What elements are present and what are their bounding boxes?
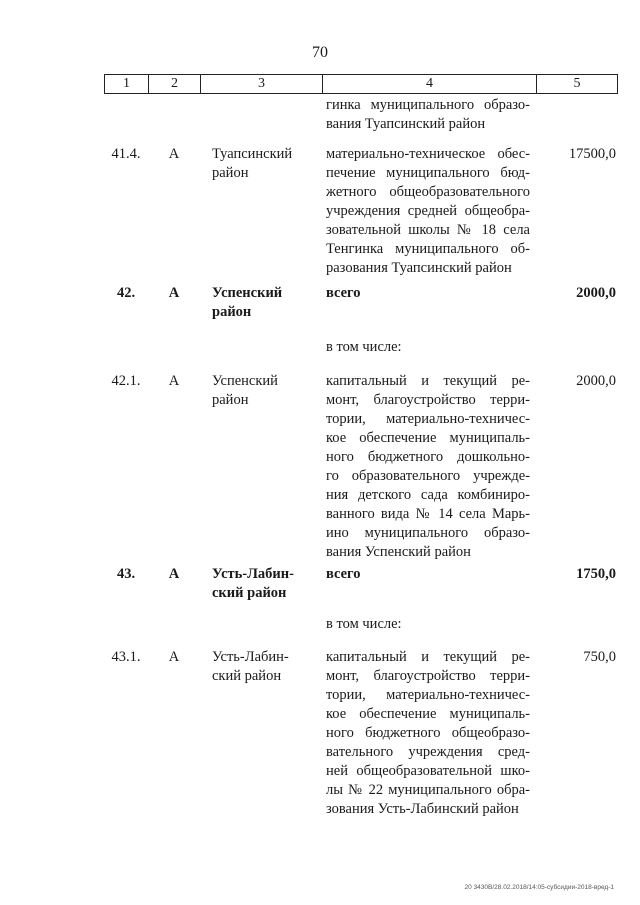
column-header-table xyxy=(104,74,618,94)
column-header-4: 4 xyxy=(323,75,537,94)
desc-line: монт, благоустройство терри- xyxy=(326,392,530,408)
row-section: А xyxy=(168,373,180,389)
desc-line: го образовательного учрежде- xyxy=(326,468,530,484)
row-district xyxy=(212,565,312,603)
district-line: Усть-Лабин- xyxy=(212,566,294,582)
row-section: А xyxy=(168,649,180,665)
district-line: Успенский xyxy=(212,285,283,301)
row-description: всего xyxy=(326,285,361,301)
row-district xyxy=(212,284,312,322)
row-number: 42. xyxy=(116,285,136,301)
column-header-3: 3 xyxy=(201,75,323,94)
desc-line: зования Усть-Лабинский район xyxy=(326,801,519,817)
row-description xyxy=(326,372,530,562)
desc-line: тории, материально-техничес- xyxy=(326,411,530,427)
document-footer-code: 20 3430В/28.02.2018/14:05-субсидии-2018-вред-1 xyxy=(464,884,614,891)
desc-line: капитальный и текущий ре- xyxy=(326,373,530,389)
row-district xyxy=(212,372,312,410)
desc-line: кое обеспечение муниципаль- xyxy=(326,706,530,722)
row-section: А xyxy=(168,146,180,162)
desc-line: печение муниципального бюд- xyxy=(326,165,530,181)
desc-line: тории, материально-техничес- xyxy=(326,687,530,703)
row-number: 43.1. xyxy=(111,649,141,665)
district-line: Успенский xyxy=(212,373,278,389)
desc-line: капитальный и текущий ре- xyxy=(326,649,530,665)
row-number: 43. xyxy=(116,566,136,582)
desc-line: ного бюджетного общеобразо- xyxy=(326,725,530,741)
desc-line: ней общеобразовательной шко- xyxy=(326,763,530,779)
desc-line: Тенгинка муниципального об- xyxy=(326,241,530,257)
row-amount: 2000,0 xyxy=(576,285,616,301)
row-number: 42.1. xyxy=(111,373,141,389)
row-amount: 17500,0 xyxy=(568,146,616,162)
column-header-5: 5 xyxy=(537,75,618,94)
desc-line: ного бюджетного дошкольно- xyxy=(326,449,530,465)
district-line: район xyxy=(212,165,249,181)
row-description: всего xyxy=(326,566,361,582)
desc-line: кое обеспечение муниципаль- xyxy=(326,430,530,446)
column-header-1: 1 xyxy=(105,75,149,94)
page-number: 70 xyxy=(312,44,328,61)
district-line: район xyxy=(212,304,252,320)
district-line: ский район xyxy=(212,585,287,601)
row-section: А xyxy=(168,566,180,582)
column-header-2: 2 xyxy=(149,75,201,94)
desc-line: учреждения средней общеобра- xyxy=(326,203,530,219)
row-section: А xyxy=(168,285,180,301)
desc-line: лы № 22 муниципального обра- xyxy=(326,782,530,798)
row-amount: 750,0 xyxy=(583,649,616,665)
row-district xyxy=(212,648,312,686)
desc-line: зовательной школы № 18 села xyxy=(326,222,530,238)
row-amount: 2000,0 xyxy=(576,373,616,389)
district-line: Усть-Лабин- xyxy=(212,649,289,665)
desc-line: вания Успенский район xyxy=(326,544,471,560)
desc-line: гинка муниципального образо- xyxy=(326,97,530,113)
district-line: район xyxy=(212,392,249,408)
desc-line: материально-техническое обес- xyxy=(326,146,530,162)
desc-line: разования Туапсинский район xyxy=(326,260,512,276)
desc-line: жетного общеобразовательного xyxy=(326,184,530,200)
desc-line: ванного вида № 14 села Марь- xyxy=(326,506,530,522)
desc-line: ино муниципального образо- xyxy=(326,525,530,541)
including-label: в том числе: xyxy=(326,616,402,632)
desc-line: монт, благоустройство терри- xyxy=(326,668,530,684)
district-line: ский район xyxy=(212,668,282,684)
district-line: Туапсинский xyxy=(212,146,293,162)
desc-line: вания Туапсинский район xyxy=(326,116,486,132)
row-amount: 1750,0 xyxy=(576,566,616,582)
row-description xyxy=(326,648,530,819)
continued-description xyxy=(326,96,530,134)
desc-line: вательного учреждения сред- xyxy=(326,744,530,760)
desc-line: ния детского сада комбиниро- xyxy=(326,487,530,503)
including-label: в том числе: xyxy=(326,339,402,355)
row-district xyxy=(212,145,312,183)
row-description xyxy=(326,145,530,278)
row-number: 41.4. xyxy=(111,146,141,162)
